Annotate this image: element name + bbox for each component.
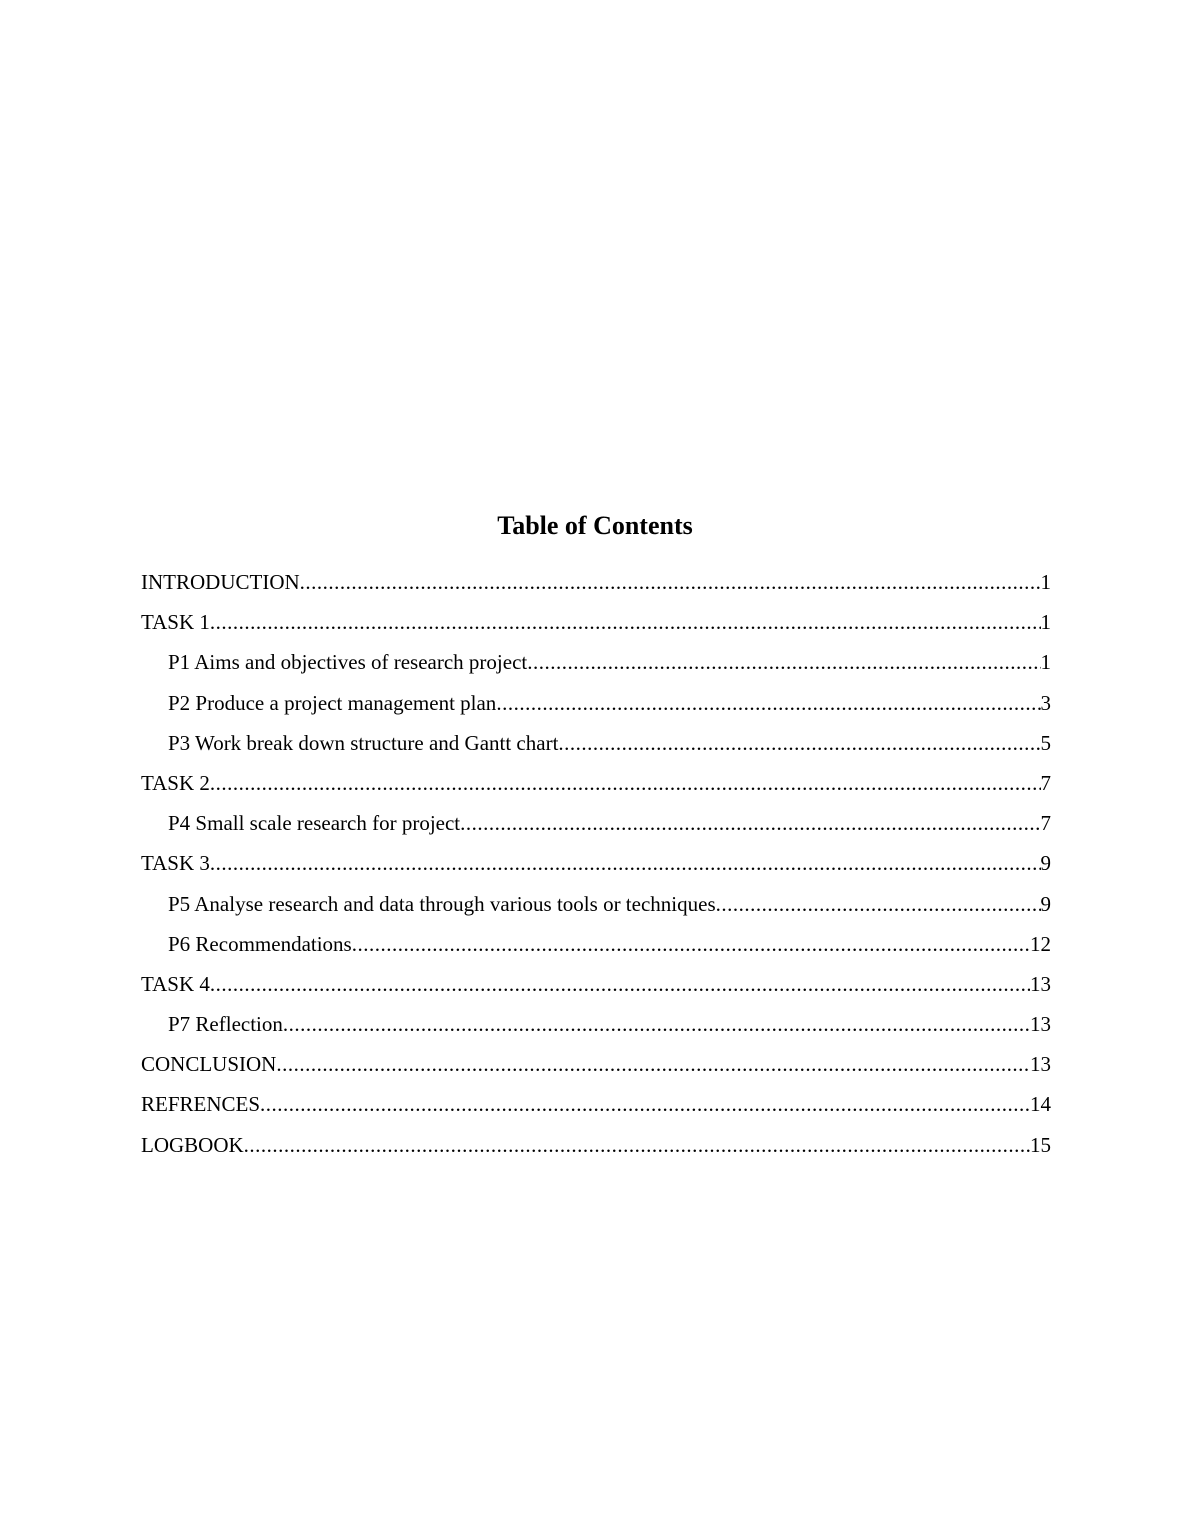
toc-entry-page: 3 — [1041, 685, 1052, 721]
toc-entry-page: 1 — [1041, 644, 1052, 680]
toc-entry-text: P1 Aims and objectives of research project — [168, 644, 527, 680]
leader-dots — [210, 845, 1041, 881]
toc-entry-text: REFRENCES — [141, 1086, 260, 1122]
leader-dots — [558, 725, 1040, 761]
toc-entry-p7[interactable] — [141, 1006, 1051, 1046]
leader-dots — [210, 604, 1041, 640]
leader-dots — [527, 644, 1040, 680]
toc-title: Table of Contents — [497, 511, 693, 540]
toc-entry-page: 15 — [1030, 1127, 1051, 1163]
toc-entry-text: TASK 4 — [141, 966, 210, 1002]
toc-entry-refrences[interactable] — [141, 1086, 1051, 1126]
toc-entry-page: 5 — [1041, 725, 1052, 761]
toc-entry-task-2[interactable] — [141, 765, 1051, 805]
toc-entry-text: P5 Analyse research and data through various tools or techniques — [168, 886, 716, 922]
leader-dots — [283, 1006, 1030, 1042]
leader-dots — [460, 805, 1040, 841]
toc-entry-page: 1 — [1041, 564, 1052, 600]
toc-entry-text: P6 Recommendations — [168, 926, 352, 962]
toc-entry-page: 9 — [1041, 886, 1052, 922]
toc-entry-page: 7 — [1041, 765, 1052, 801]
toc-entry-task-1[interactable] — [141, 604, 1051, 644]
toc-entry-p2[interactable] — [141, 685, 1051, 725]
toc-entry-p5[interactable] — [141, 886, 1051, 926]
toc-entry-page: 13 — [1030, 1046, 1051, 1082]
toc-entry-task-4[interactable] — [141, 966, 1051, 1006]
leader-dots — [276, 1046, 1030, 1082]
toc-entry-text: P2 Produce a project management plan — [168, 685, 496, 721]
toc-list — [141, 564, 1051, 1167]
leader-dots — [210, 765, 1041, 801]
toc-entry-page: 7 — [1041, 805, 1052, 841]
toc-entry-text: TASK 3 — [141, 845, 210, 881]
toc-entry-text: P3 Work break down structure and Gantt chart — [168, 725, 558, 761]
leader-dots — [300, 564, 1041, 600]
toc-entry-page: 1 — [1041, 604, 1052, 640]
toc-entry-conclusion[interactable] — [141, 1046, 1051, 1086]
toc-entry-text: CONCLUSION — [141, 1046, 276, 1082]
leader-dots — [352, 926, 1030, 962]
toc-entry-page: 9 — [1041, 845, 1052, 881]
toc-entry-page: 12 — [1030, 926, 1051, 962]
toc-entry-page: 14 — [1030, 1086, 1051, 1122]
toc-entry-p3[interactable] — [141, 725, 1051, 765]
toc-entry-text: P4 Small scale research for project — [168, 805, 460, 841]
toc-entry-introduction[interactable] — [141, 564, 1051, 604]
toc-entry-logbook[interactable] — [141, 1127, 1051, 1167]
toc-entry-task-3[interactable] — [141, 845, 1051, 885]
leader-dots — [260, 1086, 1030, 1122]
toc-entry-p6[interactable] — [141, 926, 1051, 966]
leader-dots — [716, 886, 1041, 922]
toc-entry-text: LOGBOOK — [141, 1127, 244, 1163]
toc-entry-p1[interactable] — [141, 644, 1051, 684]
leader-dots — [496, 685, 1040, 721]
toc-entry-text: TASK 2 — [141, 765, 210, 801]
toc-entry-text: P7 Reflection — [168, 1006, 283, 1042]
toc-entry-page: 13 — [1030, 1006, 1051, 1042]
toc-entry-text: TASK 1 — [141, 604, 210, 640]
leader-dots — [210, 966, 1030, 1002]
toc-entry-p4[interactable] — [141, 805, 1051, 845]
leader-dots — [244, 1127, 1030, 1163]
toc-entry-text: INTRODUCTION — [141, 564, 300, 600]
toc-entry-page: 13 — [1030, 966, 1051, 1002]
